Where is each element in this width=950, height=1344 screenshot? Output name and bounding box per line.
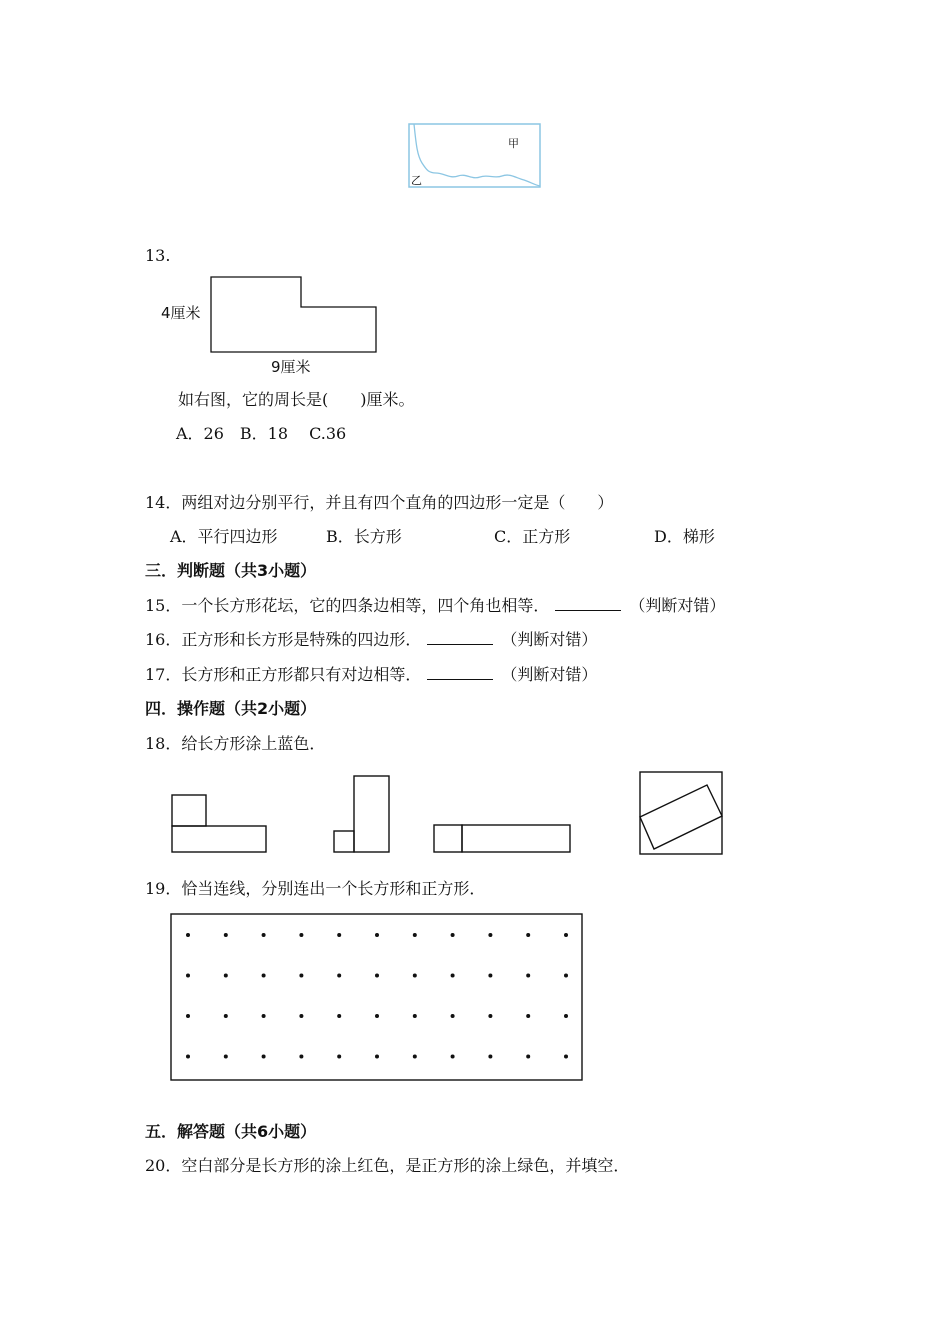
q14-question: 14．两组对边分别平行，并且有四个直角的四边形一定是（ ） [145,493,614,512]
l-shape [211,277,376,352]
grid-dot[interactable] [375,1055,379,1059]
height-label: 4厘米 [161,304,201,322]
shape-group-2 [334,776,389,852]
grid-dot[interactable] [413,974,417,978]
q15-suffix: （判断对错） [629,596,726,615]
shape-2-small-square[interactable] [334,831,354,852]
grid-dot[interactable] [224,1055,228,1059]
grid-dot[interactable] [186,1055,190,1059]
grid-dot[interactable] [262,933,266,937]
q14-option-a: A．平行四边形 [170,527,278,546]
q15-text: 15．一个长方形花坛，它的四条边相等，四个角也相等． [145,596,550,615]
grid-dot[interactable] [526,974,530,978]
q17-suffix: （判断对错） [501,665,598,684]
grid-dot[interactable] [337,1014,341,1018]
q19-dot-grid [170,912,584,1082]
shape-2-tall-rect[interactable] [354,776,389,852]
q13-figure [155,272,395,377]
shape-1-small-square[interactable] [172,795,206,826]
grid-dot[interactable] [375,1014,379,1018]
grid-dot[interactable] [224,1014,228,1018]
q17 [145,665,597,685]
map-figure [408,123,542,189]
grid-dot[interactable] [224,933,228,937]
q16-answer-blank[interactable] [427,630,493,645]
q14-option-c: C．正方形 [494,527,571,546]
grid-dot[interactable] [186,974,190,978]
q17-answer-blank[interactable] [427,665,493,680]
shape-4-outer-square[interactable] [640,772,722,854]
q18-text: 18．给长方形涂上蓝色． [145,734,326,753]
shape-group-3 [434,825,570,852]
q13-question: 如右图，它的周长是( )厘米。 [178,390,415,409]
q15 [145,596,725,616]
grid-dot[interactable] [186,1014,190,1018]
label-jia: 甲 [508,137,519,150]
grid-dot[interactable] [526,1055,530,1059]
grid-dot[interactable] [262,1014,266,1018]
q16-suffix: （判断对错） [501,630,598,649]
grid-dot[interactable] [451,1055,455,1059]
grid-dot[interactable] [299,974,303,978]
river-line [414,124,540,186]
grid-dot[interactable] [299,933,303,937]
grid-dot[interactable] [488,974,492,978]
grid-dot[interactable] [564,1055,568,1059]
grid-dot[interactable] [451,974,455,978]
grid-dot[interactable] [564,933,568,937]
shape-4-tilted-rect[interactable] [640,785,722,849]
q18-shapes [160,765,740,865]
grid-dot[interactable] [564,1014,568,1018]
grid-dot[interactable] [375,974,379,978]
section5-title: 五．解答题（共6小题） [145,1122,317,1141]
grid-dot[interactable] [488,1014,492,1018]
section3-title: 三．判断题（共3小题） [145,561,317,580]
grid-dot[interactable] [262,974,266,978]
grid-dot[interactable] [413,933,417,937]
q16 [145,630,597,650]
grid-dot[interactable] [375,933,379,937]
grid-dot[interactable] [413,1014,417,1018]
q15-answer-blank[interactable] [555,596,621,611]
q13-options: A．26 B．18 C.36 [176,424,347,443]
q20-text: 20．空白部分是长方形的涂上红色，是正方形的涂上绿色，并填空． [145,1156,630,1175]
grid-dot[interactable] [186,933,190,937]
grid-dot[interactable] [526,933,530,937]
shape-group-1 [172,795,266,852]
q13-number: 13. [145,246,171,265]
grid-dot[interactable] [337,1055,341,1059]
shape-1-long-rect[interactable] [172,826,266,852]
grid-dot[interactable] [526,1014,530,1018]
q16-text: 16．正方形和长方形是特殊的四边形． [145,630,422,649]
shape-3-long-rect[interactable] [462,825,570,852]
shape-3-square[interactable] [434,825,462,852]
grid-dot[interactable] [451,933,455,937]
label-yi: 乙 [411,174,422,187]
q19-text: 19．恰当连线，分别连出一个长方形和正方形． [145,879,486,898]
q17-text: 17．长方形和正方形都只有对边相等． [145,665,422,684]
grid-dot[interactable] [299,1014,303,1018]
grid-dot[interactable] [413,1055,417,1059]
shape-group-4 [640,772,722,854]
grid-dot[interactable] [451,1014,455,1018]
grid-dot[interactable] [224,974,228,978]
grid-dot[interactable] [488,933,492,937]
width-label: 9厘米 [271,358,311,376]
grid-dot[interactable] [299,1055,303,1059]
q14-option-b: B．长方形 [326,527,402,546]
grid-dot[interactable] [488,1055,492,1059]
grid-dot[interactable] [262,1055,266,1059]
q14-option-d: D．梯形 [654,527,715,546]
section4-title: 四．操作题（共2小题） [145,699,317,718]
grid-dot[interactable] [564,974,568,978]
grid-dot[interactable] [337,974,341,978]
grid-dot[interactable] [337,933,341,937]
